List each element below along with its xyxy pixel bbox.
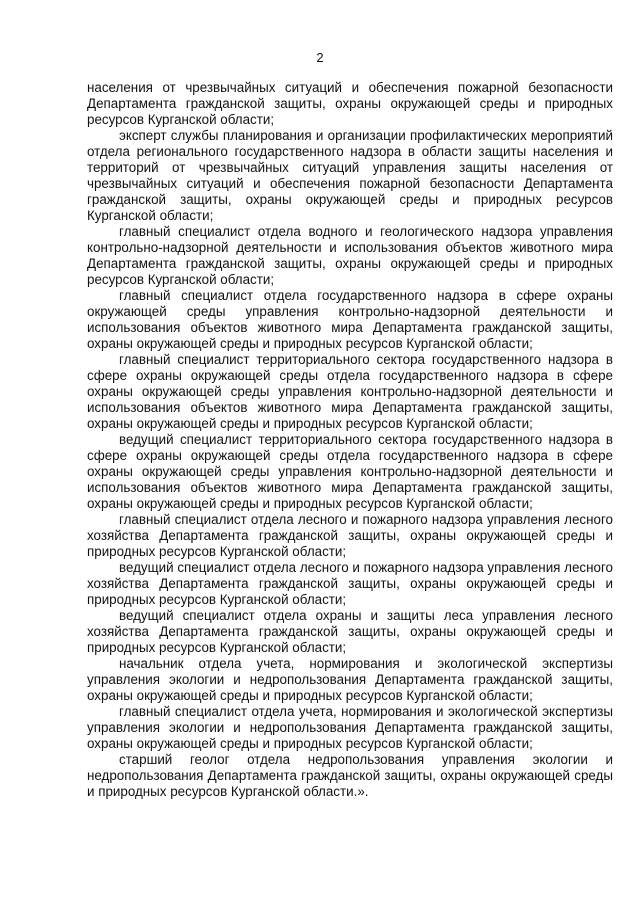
paragraph: начальник отдела учета, нормирования и экологической экспертизы управления экологии и недропользования Департамента гражданской защиты, охраны окружающей среды и природных ресурсов Курганской области;: [87, 656, 613, 703]
paragraph: главный специалист отдела водного и геологического надзора управления контрольно-надзорной деятельности и использования объектов животного мира Департамента гражданской защиты, охраны окружающей среды и природных ресурсов Курганской области;: [87, 224, 613, 287]
paragraph: главный специалист территориального сектора государственного надзора в сфере охраны окружающей среды отдела государственного надзора в сфере охраны окружающей среды управления контрольно-надзорной деятельности и использования объектов животного мира Департамента гражданской защиты, охраны окружающей среды и природных ресурсов Курганской области;: [87, 352, 613, 431]
paragraph: главный специалист отдела лесного и пожарного надзора управления лесного хозяйства Департамента гражданской защиты, охраны окружающей среды и природных ресурсов Курганской области;: [87, 512, 613, 559]
paragraph: эксперт службы планирования и организации профилактических мероприятий отдела регионального государственного надзора в области защиты населения и территорий от чрезвычайных ситуаций управления защиты населения от чрезвычайных ситуаций и обеспечения пожарной безопасности Департамента гражданской защиты, охраны окружающей среды и природных ресурсов Курганской области;: [87, 128, 613, 223]
page-number: 2: [316, 50, 324, 65]
paragraph: главный специалист отдела учета, нормирования и экологической экспертизы управления экологии и недропользования Департамента гражданской защиты, охраны окружающей среды и природных ресурсов Курганской области;: [87, 704, 613, 751]
paragraph: ведущий специалист отдела охраны и защиты леса управления лесного хозяйства Департамента гражданской защиты, охраны окружающей среды и природных ресурсов Курганской области;: [87, 608, 613, 655]
paragraph: ведущий специалист отдела лесного и пожарного надзора управления лесного хозяйства Департамента гражданской защиты, охраны окружающей среды и природных ресурсов Курганской области;: [87, 560, 613, 607]
paragraph: ведущий специалист территориального сектора государственного надзора в сфере охраны окружающей среды отдела государственного надзора в сфере охраны окружающей среды управления контрольно-надзорной деятельности и использования объектов животного мира Департамента гражданской защиты, охраны окружающей среды и природных ресурсов Курганской области;: [87, 432, 613, 511]
paragraph: главный специалист отдела государственного надзора в сфере охраны окружающей среды управления контрольно-надзорной деятельности и использования объектов животного мира Департамента гражданской защиты, охраны окружающей среды и природных ресурсов Курганской области;: [87, 288, 613, 351]
document-body: [87, 80, 613, 800]
paragraph: старший геолог отдела недропользования управления экологии и недропользования Департамента гражданской защиты, охраны окружающей среды и природных ресурсов Курганской области.».: [87, 752, 613, 799]
paragraph: населения от чрезвычайных ситуаций и обеспечения пожарной безопасности Департамента гражданской защиты, охраны окружающей среды и природных ресурсов Курганской области;: [87, 80, 613, 127]
